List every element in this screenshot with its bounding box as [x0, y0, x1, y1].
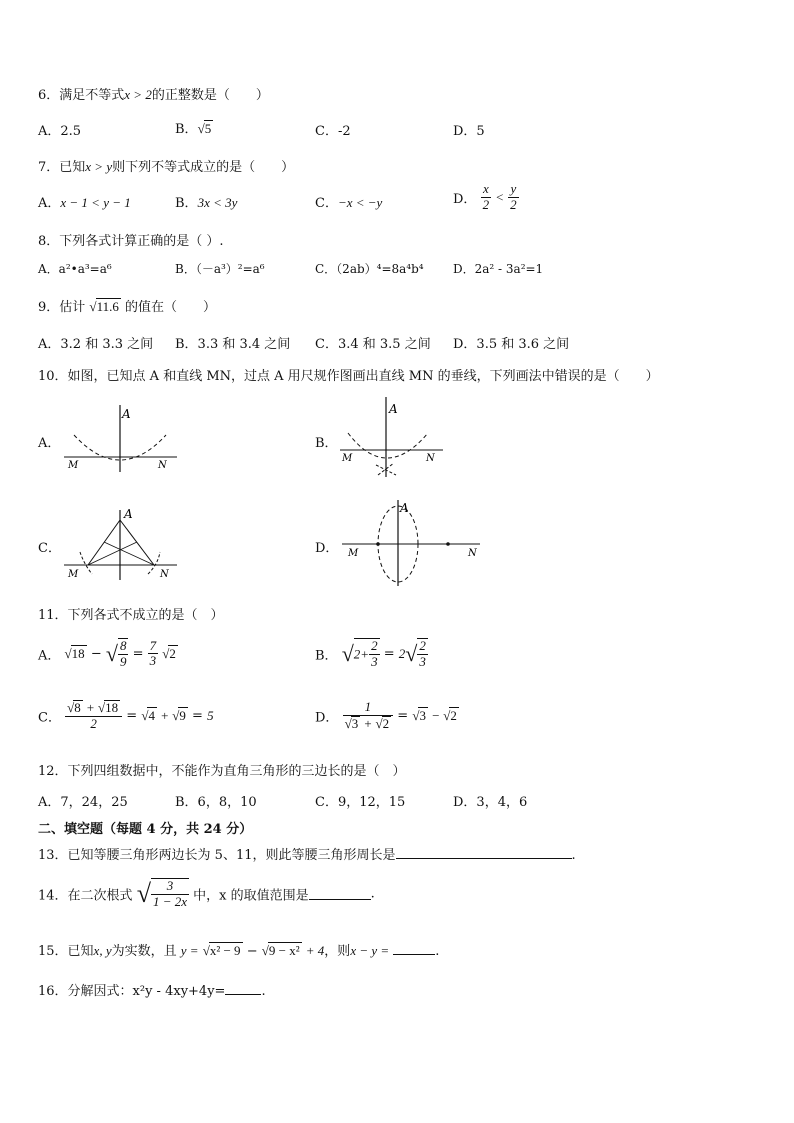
q10-figure-a	[62, 400, 182, 475]
q8-stem: 8．下列各式计算正确的是（ ）.	[38, 234, 224, 249]
q11-option-a: A． √18 − √ $\frac{8}{9}$ = $\frac{7}{3}$ √2	[38, 637, 176, 669]
q10-d-n-label: N	[468, 548, 477, 559]
q6-option-c: C．-2	[315, 124, 351, 139]
q10-a-n-label: N	[158, 460, 167, 471]
q11-option-d: D． $\frac{1}{√3 + √2}$ = √3 − √2	[315, 699, 457, 731]
q7-option-b: B．3x < 3y	[175, 195, 238, 211]
q8-option-c: C．（2ab）⁴=8a⁴b⁴	[315, 262, 424, 276]
q7-option-c: C．−x < −y	[315, 195, 383, 211]
q10-c-m-label: M	[68, 569, 79, 580]
q10-figure-b	[338, 395, 448, 480]
q6-option-b: B．√5	[175, 121, 212, 137]
q12-stem: 12．下列四组数据中，不能作为直角三角形的三边长的是（ ）	[38, 764, 406, 779]
q10-c-point-label: A	[124, 507, 133, 521]
section-2-heading: 二、填空题（每题 4 分，共 24 分）	[38, 822, 253, 837]
q16-stem: 16．分解因式：x²y - 4xy+4y= .	[38, 984, 266, 999]
q9-option-c: C．3.4 和 3.5 之间	[315, 337, 431, 352]
q6-stem: 6．满足不等式x > 2的正整数是（ ）	[38, 87, 269, 103]
q10-b-m-label: M	[342, 453, 353, 464]
q11-option-c: C． $\frac{√8 + √18}{2}$ = √4 + √9 = 5	[38, 700, 214, 731]
q8-option-b: B．（－a³）²=a⁶	[175, 262, 265, 276]
q10-d-point-label: A	[400, 501, 409, 515]
q10-a-m-label: M	[68, 460, 79, 471]
q9-option-b: B．3.3 和 3.4 之间	[175, 337, 291, 352]
q16-answer-blank[interactable]	[225, 982, 261, 995]
q11-stem: 11．下列各式不成立的是（ ）	[38, 608, 224, 623]
q8-option-a: A．a²•a³=a⁶	[38, 262, 112, 276]
q10-c-n-label: N	[160, 569, 169, 580]
q6-option-d: D．5	[453, 124, 485, 139]
q12-option-c: C．9，12，15	[315, 795, 406, 810]
q12-option-b: B．6，8，10	[175, 795, 257, 810]
q11-option-b: B． √2+ $\frac{2}{3}$ = 2√ $\frac{2}{3}$	[315, 638, 426, 669]
q10-figure-d	[340, 498, 482, 588]
q9-option-a: A．3.2 和 3.3 之间	[38, 337, 154, 352]
q7-stem: 7．已知x > y则下列不等式成立的是（ ）	[38, 159, 295, 175]
q6-option-a: A．2.5	[38, 124, 82, 139]
q15-stem: 15．已知x, y为实数，且 y = √x² − 9 − √9 − x² + 4，则x − y = .	[38, 943, 440, 959]
q8-option-d: D．2a² - 3a²=1	[453, 262, 544, 276]
q10-b-point-label: A	[389, 402, 398, 416]
q7-option-a: A．x − 1 < y − 1	[38, 195, 131, 211]
q10-label-c: C．	[38, 541, 61, 556]
q13-answer-blank[interactable]	[396, 846, 572, 859]
q10-label-a: A．	[38, 436, 61, 451]
q12-option-a: A．7，24，25	[38, 795, 128, 810]
q7-option-d: D． $\frac{x}{2}$ < $\frac{y}{2}$	[453, 181, 517, 212]
q9-option-d: D．3.5 和 3.6 之间	[453, 337, 570, 352]
q10-label-d: D．	[315, 541, 339, 556]
q10-a-point-label: A	[122, 407, 131, 421]
q13-stem: 13．已知等腰三角形两边长为 5、11，则此等腰三角形周长是 .	[38, 848, 576, 863]
q10-figure-c	[62, 502, 182, 582]
q10-b-n-label: N	[426, 453, 435, 464]
q12-option-d: D．3，4，6	[453, 795, 528, 810]
q14-stem: 14．在二次根式 √ $\frac{3}{1 - 2x}$ 中，x 的取值范围是 .	[38, 878, 375, 909]
q10-stem: 10．如图，已知点 A 和直线 MN，过点 A 用尺规作图画出直线 MN 的垂线，下列画法中错误的是（ ）	[38, 369, 659, 384]
q10-label-b: B．	[315, 436, 338, 451]
q15-answer-blank[interactable]	[393, 942, 435, 955]
q14-answer-blank[interactable]	[309, 887, 371, 900]
q9-stem: 9．估计 √11.6 的值在（ ）	[38, 299, 216, 315]
q10-d-m-label: M	[348, 548, 359, 559]
